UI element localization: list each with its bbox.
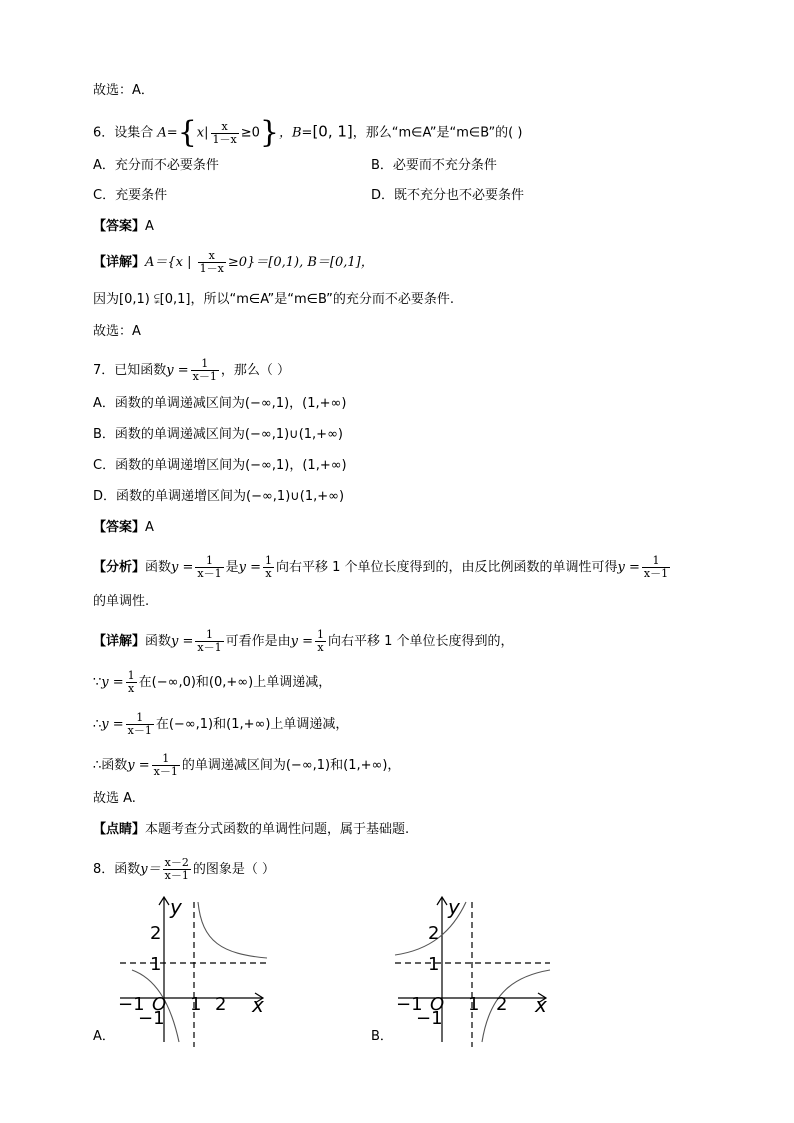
- q8-fraction: $\frac{x-2}{x-1}$: [164, 856, 189, 882]
- q6-set-a-fraction: $\frac{x}{1-x}$: [212, 119, 237, 146]
- y-label: y: [170, 895, 182, 919]
- tick-label-y1: 1: [150, 954, 162, 975]
- q8-stem-a: 函数: [114, 862, 141, 877]
- curve-right-branch: [198, 902, 267, 958]
- q7-stem-a: 已知函数: [114, 363, 167, 378]
- tick-label-yneg1: −1: [416, 1008, 443, 1029]
- q6-reason: 因为[0,1) ⫋[0,1]，所以“m∈A”是“m∈B”的充分而不必要条件.: [93, 292, 455, 307]
- q7-option-b: B．函数的单调递减区间为(−∞,1)∪(1,+∞): [93, 427, 343, 442]
- q6-detail-a: A＝{x |: [145, 255, 196, 270]
- q7-detail-y2: y =: [290, 634, 313, 649]
- answer-tag: 【答案】: [93, 219, 146, 234]
- q7-step3-a: ∴函数: [93, 758, 128, 773]
- q7-detail-frac1: $\frac{1}{x-1}$: [197, 628, 222, 654]
- q6-conclusion: 故选：A: [93, 324, 141, 339]
- origin-label: O: [152, 994, 167, 1015]
- q8-stem: [93, 857, 275, 882]
- tick-label-x1: 1: [190, 994, 202, 1015]
- q7-detail-c: 向右平移 1 个单位长度得到的，: [328, 634, 514, 649]
- q7-detail-y1: y =: [171, 634, 194, 649]
- q6-set-b: ，B=: [278, 125, 313, 141]
- q6-set-a-var: x|: [196, 125, 209, 141]
- tick-label-xneg1: −1: [118, 994, 145, 1015]
- q7-analysis-frac3: $\frac{1}{x-1}$: [643, 554, 669, 580]
- q7-conclusion: 故选 A.: [93, 791, 136, 806]
- q8-stem-b: 的图象是（ ）: [192, 862, 275, 877]
- q7-analysis-y3: y =: [617, 560, 640, 575]
- analysis-tag: 【分析】: [93, 560, 146, 575]
- y-label: y: [448, 895, 460, 919]
- q7-comment: [93, 821, 409, 839]
- q7-step1-frac: $\frac{1}{x}$: [127, 669, 135, 695]
- q7-analysis-end: 的单调性.: [93, 594, 150, 609]
- tick-label-x2: 2: [215, 994, 227, 1015]
- left-brace-icon: {: [177, 115, 197, 150]
- q6-detail: [93, 250, 374, 275]
- q7-step1-y: y =: [101, 675, 124, 690]
- q8-number: 8．: [93, 862, 115, 877]
- q6-set-a-left: A=: [157, 125, 178, 141]
- q7-step2-y: y =: [101, 717, 124, 732]
- q6-detail-tail: ≥0}＝[0,1), B＝[0,1]，: [227, 255, 374, 270]
- q6-answer: [93, 218, 154, 236]
- tick-label-x2: 2: [496, 994, 508, 1015]
- q6-stem-prefix: 设集合: [114, 125, 158, 141]
- tick-label-xneg1: −1: [396, 994, 423, 1015]
- q7-detail-a: 函数: [145, 634, 172, 649]
- answer-tag: 【答案】: [93, 520, 146, 535]
- q7-option-c: C．函数的单调递增区间为(−∞,1)，(1,+∞): [93, 458, 347, 473]
- q7-analysis-y1: y =: [171, 560, 194, 575]
- q7-y: y =: [166, 363, 189, 378]
- q8-graph-b: [390, 892, 555, 1052]
- q7-option-d: D．函数的单调递增区间为(−∞,1)∪(1,+∞): [93, 489, 345, 504]
- q6-option-c: C．充要条件: [93, 188, 168, 203]
- q7-detail-frac2: $\frac{1}{x}$: [317, 628, 324, 654]
- x-label: x: [535, 993, 547, 1017]
- q7-analysis-a: 函数: [145, 560, 172, 575]
- comment-tag: 【点睛】: [93, 822, 146, 837]
- q7-number: 7．: [93, 363, 115, 378]
- q6-number: 6．: [93, 125, 115, 141]
- q8-option-a: A．: [93, 1029, 115, 1044]
- q7-detail: [93, 629, 514, 654]
- q7-analysis: [93, 555, 672, 580]
- q6-stem: [93, 115, 523, 150]
- q7-detail-b: 可看作是由: [225, 634, 291, 649]
- tick-label-yneg1: −1: [138, 1008, 165, 1029]
- therefore-sign: ∴: [93, 717, 102, 732]
- x-label: x: [252, 993, 264, 1017]
- right-brace-icon: }: [259, 115, 279, 150]
- q7-analysis-y2: y =: [238, 560, 261, 575]
- q7-step1: [93, 670, 331, 695]
- q7-comment-text: 本题考查分式函数的单调性问题，属于基础题.: [145, 822, 410, 837]
- answer-value: A: [145, 219, 154, 234]
- q7-step1-b: 在(−∞,0)和(0,+∞)上单调递减，: [138, 675, 332, 690]
- q6-stem-suffix: ，那么“m∈A”是“m∈B”的( ): [352, 125, 523, 141]
- q7-analysis-c: 向右平移 1 个单位长度得到的，由反比例函数的单调性可得: [276, 560, 618, 575]
- q8-y: y＝: [140, 862, 161, 877]
- q5-conclusion: 故选：A．: [93, 83, 154, 98]
- q7-step2-frac: $\frac{1}{x-1}$: [127, 711, 152, 737]
- origin-label: O: [430, 994, 445, 1015]
- q7-step3-frac: $\frac{1}{x-1}$: [153, 752, 178, 778]
- q7-step3-b: 的单调递减区间为(−∞,1)和(1,+∞)，: [181, 758, 401, 773]
- tick-label-y2: 2: [428, 923, 440, 944]
- answer-value: A: [145, 520, 154, 535]
- q7-stem-b: ，那么（ ）: [220, 363, 291, 378]
- q7-answer: [93, 519, 154, 537]
- q7-analysis-frac1: $\frac{1}{x-1}$: [197, 554, 222, 580]
- q7-option-a: A．函数的单调递减区间为(−∞,1)，(1,+∞): [93, 396, 347, 411]
- q7-step3: [93, 753, 400, 778]
- q7-fraction: $\frac{1}{x-1}$: [192, 357, 217, 383]
- because-sign: ∵: [93, 675, 102, 690]
- tick-label-y2: 2: [150, 923, 162, 944]
- q6-set-a-tail: ≥0: [240, 125, 260, 141]
- detail-tag: 【详解】: [93, 255, 146, 270]
- q6-set-b-value: [0, 1]: [312, 122, 353, 141]
- q7-step2: [93, 712, 348, 737]
- q8-option-b: B．: [371, 1029, 393, 1044]
- q7-analysis-b: 是: [225, 560, 239, 575]
- q7-analysis-frac2: $\frac{1}{x}$: [265, 554, 272, 580]
- tick-label-x1: 1: [468, 994, 480, 1015]
- q6-option-d: D．既不充分也不必要条件: [371, 188, 525, 203]
- q6-option-b: B．必要而不充分条件: [371, 158, 497, 173]
- q7-step3-y: y =: [127, 758, 150, 773]
- q6-option-a: A．充分而不必要条件: [93, 158, 219, 173]
- q8-graph-a: [112, 892, 272, 1052]
- q6-detail-fraction: $\frac{x}{1-x}$: [199, 249, 224, 275]
- detail-tag: 【详解】: [93, 634, 146, 649]
- q7-step2-b: 在(−∞,1)和(1,+∞)上单调递减，: [155, 717, 349, 732]
- q7-stem: [93, 358, 290, 383]
- tick-label-y1: 1: [428, 954, 440, 975]
